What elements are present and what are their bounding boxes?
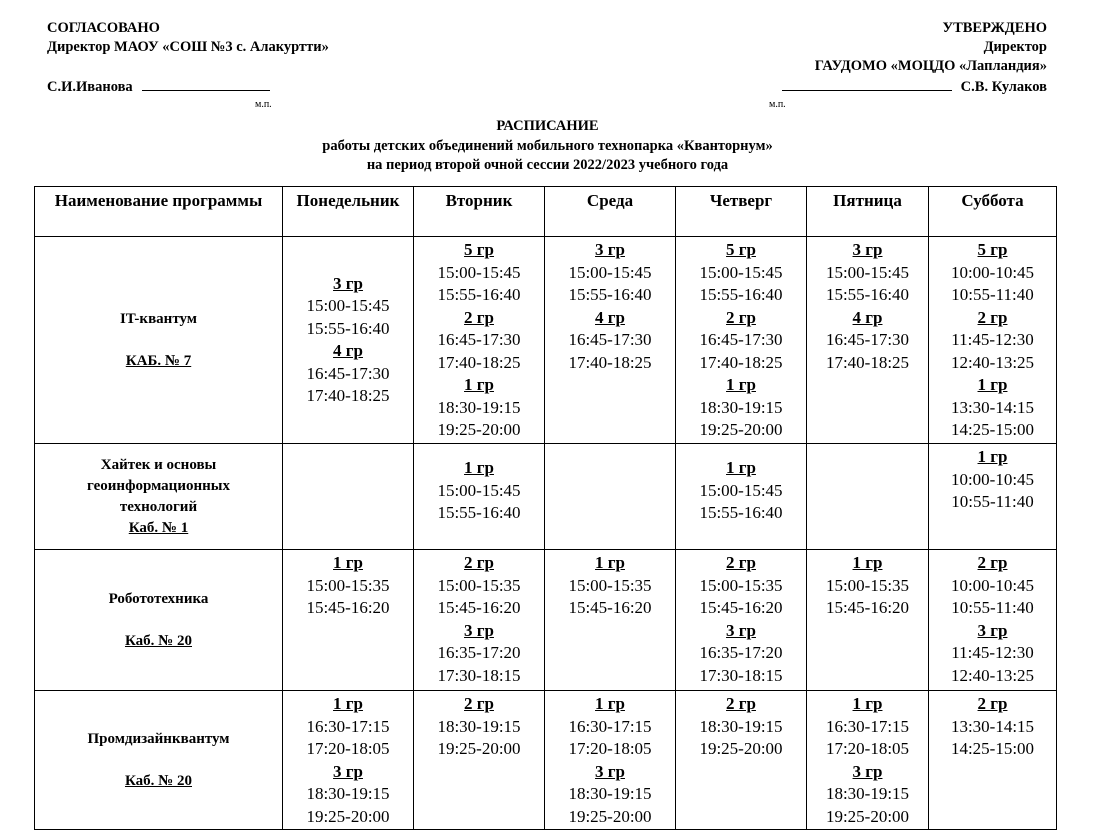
schedule-cell	[414, 444, 545, 550]
time-slot: 18:30-19:15	[437, 716, 521, 736]
program-cell	[35, 691, 283, 830]
program-cell	[35, 237, 283, 444]
time-slot: 15:55-16:40	[699, 285, 783, 304]
group-label: 5 гр	[464, 240, 494, 259]
table-row	[35, 237, 1057, 444]
time-slot: 18:30-19:15	[699, 397, 783, 417]
program-name-line: Хайтек и основы	[100, 456, 217, 473]
group-label: 1 гр	[977, 375, 1008, 394]
time-slot: 15:45-16:20	[825, 598, 910, 617]
time-slot: 15:55-16:40	[437, 503, 521, 522]
schedule-cell	[283, 444, 414, 550]
table-row	[35, 444, 1057, 550]
schedule-cell	[807, 691, 929, 830]
time-slot: 17:40-18:25	[699, 352, 783, 372]
schedule-cell	[283, 691, 414, 830]
program-cabinet: Каб. № 20	[124, 772, 192, 789]
signer-name-right: С.В. Кулаков	[960, 79, 1047, 95]
schedule-cell	[807, 444, 929, 550]
schedule-cell	[676, 444, 807, 550]
time-slot: 12:40-13:25	[950, 665, 1035, 685]
table-header-row	[35, 187, 1057, 237]
group-label: 3 гр	[852, 761, 883, 781]
time-slot: 12:40-13:25	[950, 352, 1035, 372]
time-slot: 17:20-18:05	[825, 739, 910, 758]
group-label: 1 гр	[595, 694, 625, 713]
schedule-cell	[414, 550, 545, 691]
approver-position-left: Директор МАОУ «СОШ №3 с. Алакуртти»	[47, 39, 329, 55]
time-slot: 15:45-16:20	[699, 598, 783, 617]
time-slot: 15:55-16:40	[437, 285, 521, 304]
title-main: РАСПИСАНИЕ	[496, 118, 599, 134]
group-label: 2 гр	[464, 694, 494, 713]
time-slot: 17:40-18:25	[568, 352, 652, 372]
time-slot: 10:55-11:40	[951, 598, 1034, 617]
time-slot: 17:30-18:15	[699, 665, 783, 685]
time-slot: 17:20-18:05	[568, 739, 652, 758]
group-label: 4 гр	[595, 307, 625, 327]
approver-org-right: ГАУДОМО «МОЦДО «Лапландия»	[814, 58, 1047, 74]
schedule-cell	[929, 550, 1057, 691]
time-slot: 16:45-17:30	[568, 330, 652, 349]
program-cabinet: Каб. № 1	[128, 519, 189, 536]
time-slot: 15:55-16:40	[825, 285, 910, 304]
group-label: 2 гр	[726, 307, 756, 327]
approver-position-right: Директор	[983, 39, 1047, 55]
column-header-friday: Пятница	[807, 187, 929, 237]
signature-underline-left	[142, 76, 270, 91]
group-label: 3 гр	[726, 620, 756, 640]
stamp-label-left: м.п.	[255, 99, 272, 110]
group-label: 1 гр	[333, 553, 363, 572]
time-slot: 15:00-15:35	[568, 575, 652, 595]
time-slot: 18:30-19:15	[699, 716, 783, 736]
time-slot: 16:30-17:15	[568, 716, 652, 736]
time-slot: 19:25-20:00	[699, 420, 783, 439]
program-cabinet: Каб. № 20	[124, 632, 192, 649]
time-slot: 17:40-18:25	[825, 352, 910, 372]
title-period: на период второй очной сессии 2022/2023 учебного года	[366, 157, 729, 173]
time-slot: 19:25-20:00	[437, 739, 521, 758]
time-slot: 10:00-10:45	[950, 262, 1035, 282]
program-name-line: геоинформационных	[87, 477, 230, 494]
group-label: 1 гр	[726, 458, 756, 477]
table-row	[35, 550, 1057, 691]
time-slot: 11:45-12:30	[951, 643, 1034, 662]
group-label: 1 гр	[726, 375, 756, 394]
group-label: 1 гр	[852, 553, 883, 572]
time-slot: 15:55-16:40	[699, 503, 783, 522]
time-slot: 15:00-15:45	[306, 296, 390, 315]
group-label: 2 гр	[977, 307, 1008, 327]
schedule-cell	[929, 237, 1057, 444]
group-label: 3 гр	[333, 273, 363, 293]
time-slot: 17:30-18:15	[437, 665, 521, 685]
group-label: 2 гр	[464, 553, 494, 572]
program-cabinet: КАБ. № 7	[125, 352, 192, 369]
schedule-cell	[676, 550, 807, 691]
schedule-cell	[283, 550, 414, 691]
time-slot: 15:00-15:45	[699, 480, 783, 500]
schedule-cell	[676, 691, 807, 830]
group-label: 2 гр	[977, 694, 1008, 713]
approval-block-left	[47, 19, 329, 97]
group-label: 1 гр	[464, 375, 494, 394]
column-header-monday: Понедельник	[283, 187, 414, 237]
column-header-program: Наименование программы	[35, 187, 283, 237]
time-slot: 15:00-15:45	[437, 262, 521, 282]
time-slot: 19:25-20:00	[437, 420, 521, 439]
group-label: 2 гр	[726, 694, 756, 713]
group-label: 3 гр	[595, 240, 625, 259]
group-label: 4 гр	[852, 307, 883, 327]
time-slot: 18:30-19:15	[825, 784, 910, 803]
time-slot: 16:45-17:30	[306, 363, 390, 383]
time-slot: 17:40-18:25	[437, 352, 521, 372]
group-label: 3 гр	[595, 761, 625, 781]
group-label: 3 гр	[852, 240, 883, 259]
column-header-thursday: Четверг	[676, 187, 807, 237]
time-slot: 15:45-16:20	[306, 598, 390, 617]
signer-name-left: С.И.Иванова	[47, 79, 133, 95]
program-name: Промдизайнквантум	[87, 730, 230, 747]
time-slot: 16:30-17:15	[306, 716, 390, 736]
group-label: 1 гр	[464, 458, 494, 477]
time-slot: 11:45-12:30	[951, 330, 1034, 349]
time-slot: 15:00-15:45	[437, 480, 521, 500]
group-label: 2 гр	[464, 307, 494, 327]
time-slot: 18:30-19:15	[437, 397, 521, 417]
group-label: 1 гр	[333, 694, 363, 713]
time-slot: 19:25-20:00	[825, 806, 910, 826]
approved-label-left: СОГЛАСОВАНО	[47, 20, 160, 36]
signature-line-left	[47, 76, 329, 97]
schedule-cell	[545, 550, 676, 691]
schedule-cell	[545, 444, 676, 550]
column-header-tuesday: Вторник	[414, 187, 545, 237]
time-slot: 10:00-10:45	[950, 575, 1035, 595]
time-slot: 15:00-15:45	[699, 262, 783, 282]
schedule-cell	[929, 691, 1057, 830]
group-label: 3 гр	[333, 761, 363, 781]
group-label: 2 гр	[726, 553, 756, 572]
document-title	[0, 117, 1095, 176]
time-slot: 19:25-20:00	[306, 806, 390, 826]
approval-block-right	[782, 19, 1047, 97]
approved-label-right: УТВЕРЖДЕНО	[942, 20, 1047, 36]
schedule-cell	[414, 691, 545, 830]
schedule-cell	[807, 550, 929, 691]
group-label: 2 гр	[977, 553, 1008, 572]
group-label: 5 гр	[726, 240, 756, 259]
time-slot: 15:00-15:35	[825, 575, 910, 595]
table-row	[35, 691, 1057, 830]
group-label: 3 гр	[977, 620, 1008, 640]
time-slot: 18:30-19:15	[568, 784, 652, 803]
signature-underline-right	[782, 76, 952, 91]
title-subtitle: работы детских объединений мобильного технопарка «Кванторнум»	[322, 137, 773, 154]
program-cell	[35, 444, 283, 550]
time-slot: 19:25-20:00	[699, 739, 783, 758]
group-label: 1 гр	[595, 553, 625, 572]
time-slot: 16:45-17:30	[699, 330, 783, 349]
time-slot: 18:30-19:15	[306, 784, 390, 803]
program-cell	[35, 550, 283, 691]
time-slot: 15:45-16:20	[437, 598, 521, 617]
schedule-cell	[807, 237, 929, 444]
program-name: IT-квантум	[119, 310, 198, 327]
time-slot: 17:20-18:05	[306, 739, 390, 758]
time-slot: 16:35-17:20	[699, 643, 783, 662]
column-header-saturday: Суббота	[929, 187, 1057, 237]
time-slot: 14:25-15:00	[950, 420, 1035, 439]
time-slot: 16:45-17:30	[437, 330, 521, 349]
time-slot: 15:55-16:40	[568, 285, 652, 304]
schedule-table	[34, 186, 1057, 830]
time-slot: 17:40-18:25	[306, 386, 390, 405]
schedule-cell	[414, 237, 545, 444]
time-slot: 14:25-15:00	[950, 739, 1035, 758]
time-slot: 15:00-15:45	[825, 262, 910, 282]
time-slot: 10:00-10:45	[950, 469, 1035, 489]
time-slot: 15:00-15:35	[306, 575, 390, 595]
time-slot: 15:00-15:35	[437, 575, 521, 595]
group-label: 1 гр	[852, 694, 883, 713]
group-label: 4 гр	[333, 341, 363, 360]
time-slot: 15:55-16:40	[306, 318, 390, 338]
time-slot: 16:30-17:15	[825, 716, 910, 736]
time-slot: 16:45-17:30	[825, 330, 910, 349]
schedule-cell	[545, 237, 676, 444]
time-slot: 13:30-14:15	[950, 716, 1035, 736]
group-label: 5 гр	[977, 240, 1008, 259]
time-slot: 16:35-17:20	[437, 643, 521, 662]
time-slot: 15:00-15:45	[568, 262, 652, 282]
time-slot: 15:45-16:20	[568, 598, 652, 617]
program-name: Робототехника	[108, 590, 209, 607]
group-label: 1 гр	[977, 447, 1008, 466]
stamp-label-right: м.п.	[769, 99, 786, 110]
schedule-cell	[545, 691, 676, 830]
schedule-cell	[929, 444, 1057, 550]
schedule-cell	[676, 237, 807, 444]
time-slot: 15:00-15:35	[699, 575, 783, 595]
time-slot: 19:25-20:00	[568, 806, 652, 826]
group-label: 3 гр	[464, 620, 494, 640]
time-slot: 10:55-11:40	[951, 492, 1034, 511]
time-slot: 10:55-11:40	[951, 285, 1034, 304]
signature-line-right	[782, 76, 1047, 97]
schedule-cell	[283, 237, 414, 444]
program-name-line: технологий	[119, 498, 198, 515]
time-slot: 13:30-14:15	[950, 397, 1035, 417]
column-header-wednesday: Среда	[545, 187, 676, 237]
